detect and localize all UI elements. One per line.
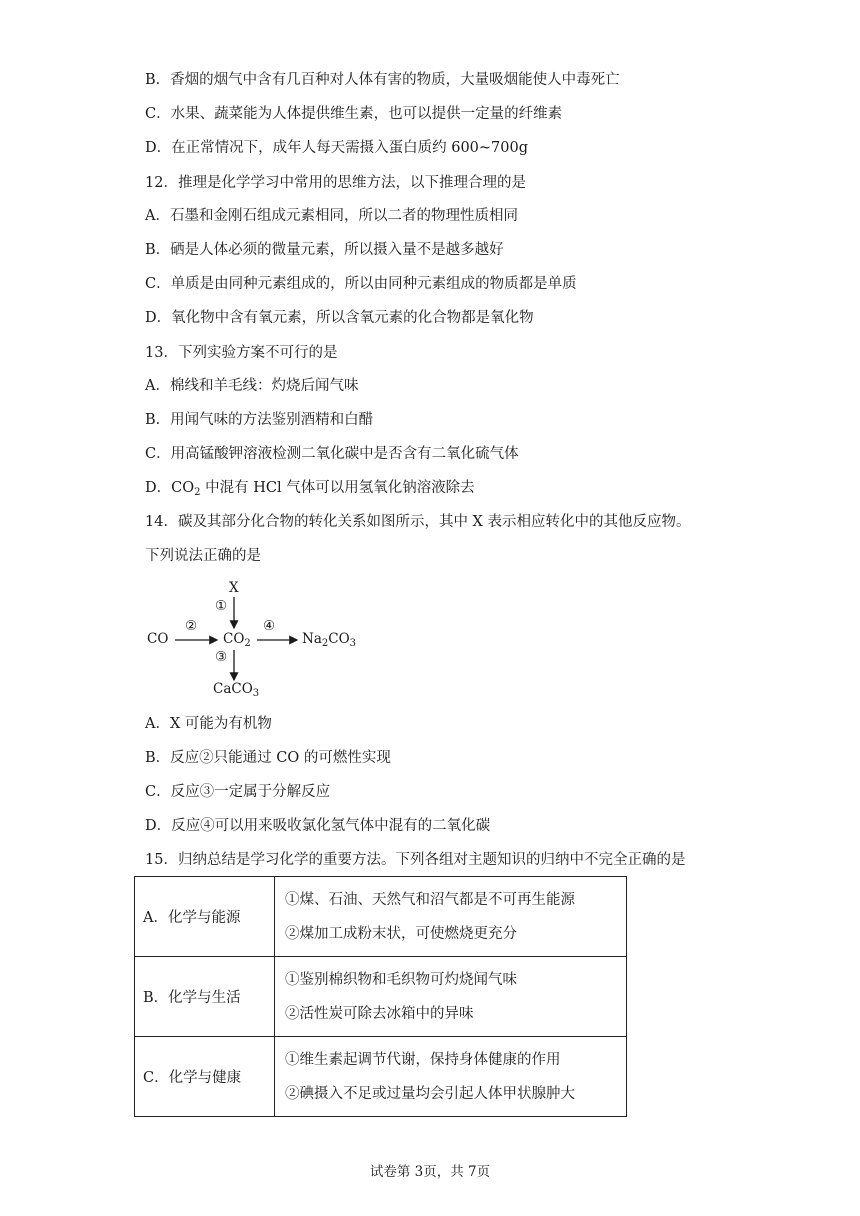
q14-option-b: B．反应②只能通过 CO 的可燃性实现: [145, 750, 391, 766]
diagram-co-label: CO: [147, 631, 169, 647]
q14-stem-line2: 下列说法正确的是: [145, 548, 261, 564]
q11-option-b: B．香烟的烟气中含有几百种对人体有害的物质，大量吸烟能使人中毒死亡: [145, 72, 620, 88]
q13-option-b: B．用闻气味的方法鉴别酒精和白醋: [145, 412, 374, 428]
diagram-reaction-3-label: ③: [215, 649, 228, 665]
q14-option-d: D．反应④可以用来吸收氯化氢气体中混有的二氧化碳: [145, 818, 491, 834]
diagram-na2co3-label: $Na_2CO_3$: [302, 631, 357, 649]
diagram-x-label: X: [229, 580, 239, 596]
q15-table: [134, 876, 627, 1117]
q13-option-d: D．$CO_2$ 中混有 HCl 气体可以用氢氧化钠溶液除去: [145, 480, 475, 498]
q14-option-a: A．X 可能为有机物: [145, 716, 272, 732]
diagram-reaction-1-label: ①: [215, 598, 228, 614]
page-footer: 试卷第 3页，共 7页: [369, 1164, 491, 1180]
row-item: ②活性炭可除去冰箱中的异味: [285, 1005, 474, 1022]
q13-option-a: A．棉线和羊毛线：灼烧后闻气味: [145, 378, 359, 394]
q12-option-a: A．石墨和金刚石组成元素相同，所以二者的物理性质相同: [145, 208, 518, 224]
diagram-co2-label: $CO_2$: [223, 631, 251, 649]
q11-option-d: D．在正常情况下，成年人每天需摄入蛋白质约 600~700g: [145, 140, 529, 156]
row-item: ②碘摄入不足或过量均会引起人体甲状腺肿大: [285, 1085, 575, 1102]
q13-stem: 13．下列实验方案不可行的是: [145, 345, 338, 361]
row-item: ①煤、石油、天然气和沼气都是不可再生能源: [285, 891, 575, 908]
diagram-caco3-label: CaCO$_3$: [213, 681, 260, 699]
q12-option-b: B．硒是人体必须的微量元素，所以摄入量不是越多越好: [145, 242, 504, 258]
row-content: [275, 1037, 627, 1117]
q11-option-c: C．水果、蔬菜能为人体提供维生素，也可以提供一定量的纤维素: [145, 106, 563, 122]
row-label: A．化学与能源: [135, 877, 275, 957]
q12-option-d: D．氧化物中含有氧元素，所以含氧元素的化合物都是氧化物: [145, 310, 534, 326]
row-content: [275, 877, 627, 957]
q14-stem-line1: 14．碳及其部分化合物的转化关系如图所示，其中 X 表示相应转化中的其他反应物。: [145, 514, 691, 530]
q13-option-c: C．用高锰酸钾溶液检测二氧化碳中是否含有二氧化硫气体: [145, 446, 519, 462]
diagram-reaction-2-label: ②: [185, 618, 198, 634]
row-label: B．化学与生活: [135, 957, 275, 1037]
q14-option-c: C．反应③一定属于分解反应: [145, 784, 331, 800]
row-item: ②煤加工成粉末状，可使燃烧更充分: [285, 925, 517, 942]
table-row: [135, 957, 627, 1037]
q12-stem: 12．推理是化学学习中常用的思维方法，以下推理合理的是: [145, 175, 526, 191]
q15-stem: 15．归纳总结是学习化学的重要方法。下列各组对主题知识的归纳中不完全正确的是: [145, 852, 686, 868]
row-item: ①维生素起调节代谢，保持身体健康的作用: [285, 1051, 561, 1068]
row-label: C．化学与健康: [135, 1037, 275, 1117]
row-item: ①鉴别棉织物和毛织物可灼烧闻气味: [285, 971, 517, 988]
row-content: [275, 957, 627, 1037]
diagram-reaction-4-label: ④: [263, 618, 276, 634]
carbon-conversion-diagram: [145, 578, 375, 703]
q12-option-c: C．单质是由同种元素组成的，所以由同种元素组成的物质都是单质: [145, 276, 577, 292]
table-row: [135, 877, 627, 957]
table-row: [135, 1037, 627, 1117]
